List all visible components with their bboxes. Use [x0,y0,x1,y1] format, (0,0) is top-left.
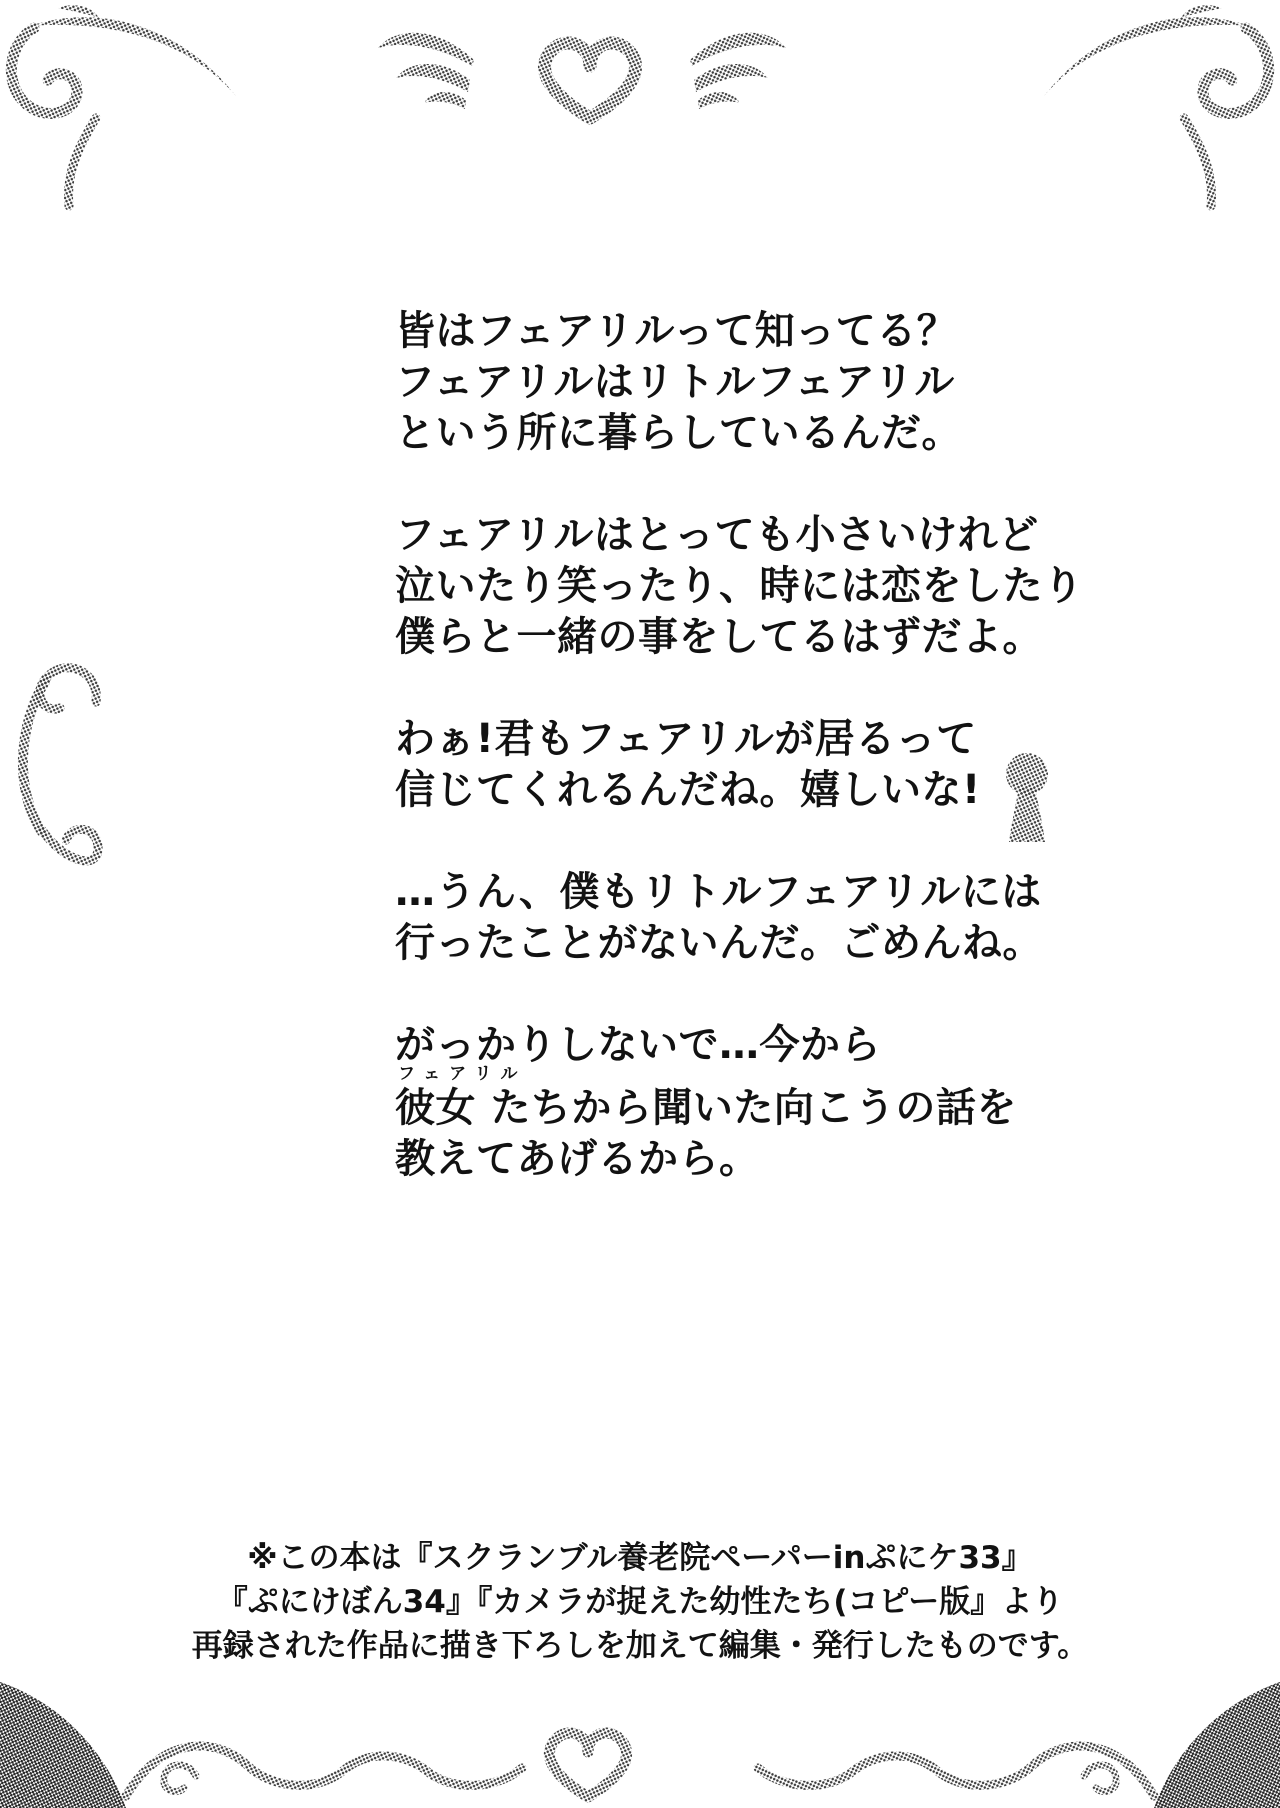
colophon-line: 『ぷにけぼん34』『カメラが捉えた幼性たち(コピー版』より [216,1584,1064,1620]
story-line: 皆はフェアリルって知ってる？ [395,308,958,354]
story-line: わぁ!君もフェアリルが居るって [395,716,977,762]
top-right-flourish-icon [1044,5,1269,206]
story-line: フェアリルはリトルフェアリル [395,359,955,405]
ruby-group [395,1064,527,1134]
colophon-note [0,1536,1280,1668]
story-line: 信じてくれるんだね。嬉しいな! [395,767,981,813]
story-line: 泣いたり笑ったり、時には恋をしたり [395,563,1084,609]
bottom-heart-icon [549,1733,626,1797]
winged-heart-icon [378,33,786,118]
story-paragraph-final [395,1020,1084,1185]
story-line: 行ったことがないんだ。ごめんね。 [395,920,1043,966]
story-line: という所に暮らしているんだ。 [395,410,962,456]
ruby-base-text: 彼女 [395,1085,476,1131]
furigana-text: フェアリル [398,1064,527,1084]
story-line: がっかりしないで…今から [395,1022,881,1068]
story-paragraph [395,306,1084,459]
story-line: 教えてあげるから。 [395,1136,760,1182]
story-line-rest: たちから聞いた向こうの話を [490,1085,1017,1131]
colophon-line: ※この本は『スクランブル養老院ペーパーinぷにケ33』 [247,1540,1033,1576]
scroll-ornament-icon [23,668,98,861]
story-line-ruby [395,1064,1084,1134]
story-paragraph [395,510,1084,663]
story-text [395,306,1084,1236]
story-line: フェアリルはとっても小さいけれど [395,512,1039,558]
story-paragraph [395,867,1084,969]
bottom-border [0,1682,1280,1808]
story-paragraph [395,714,1084,816]
top-left-flourish-icon [11,5,236,206]
story-line: 僕らと一緒の事をしてるはずだよ。 [395,614,1043,660]
colophon-line: 再録された作品に描き下ろしを加えて編集・発行したものです。 [191,1628,1089,1664]
story-line: …うん、僕もリトルフェアリルには [395,869,1042,915]
